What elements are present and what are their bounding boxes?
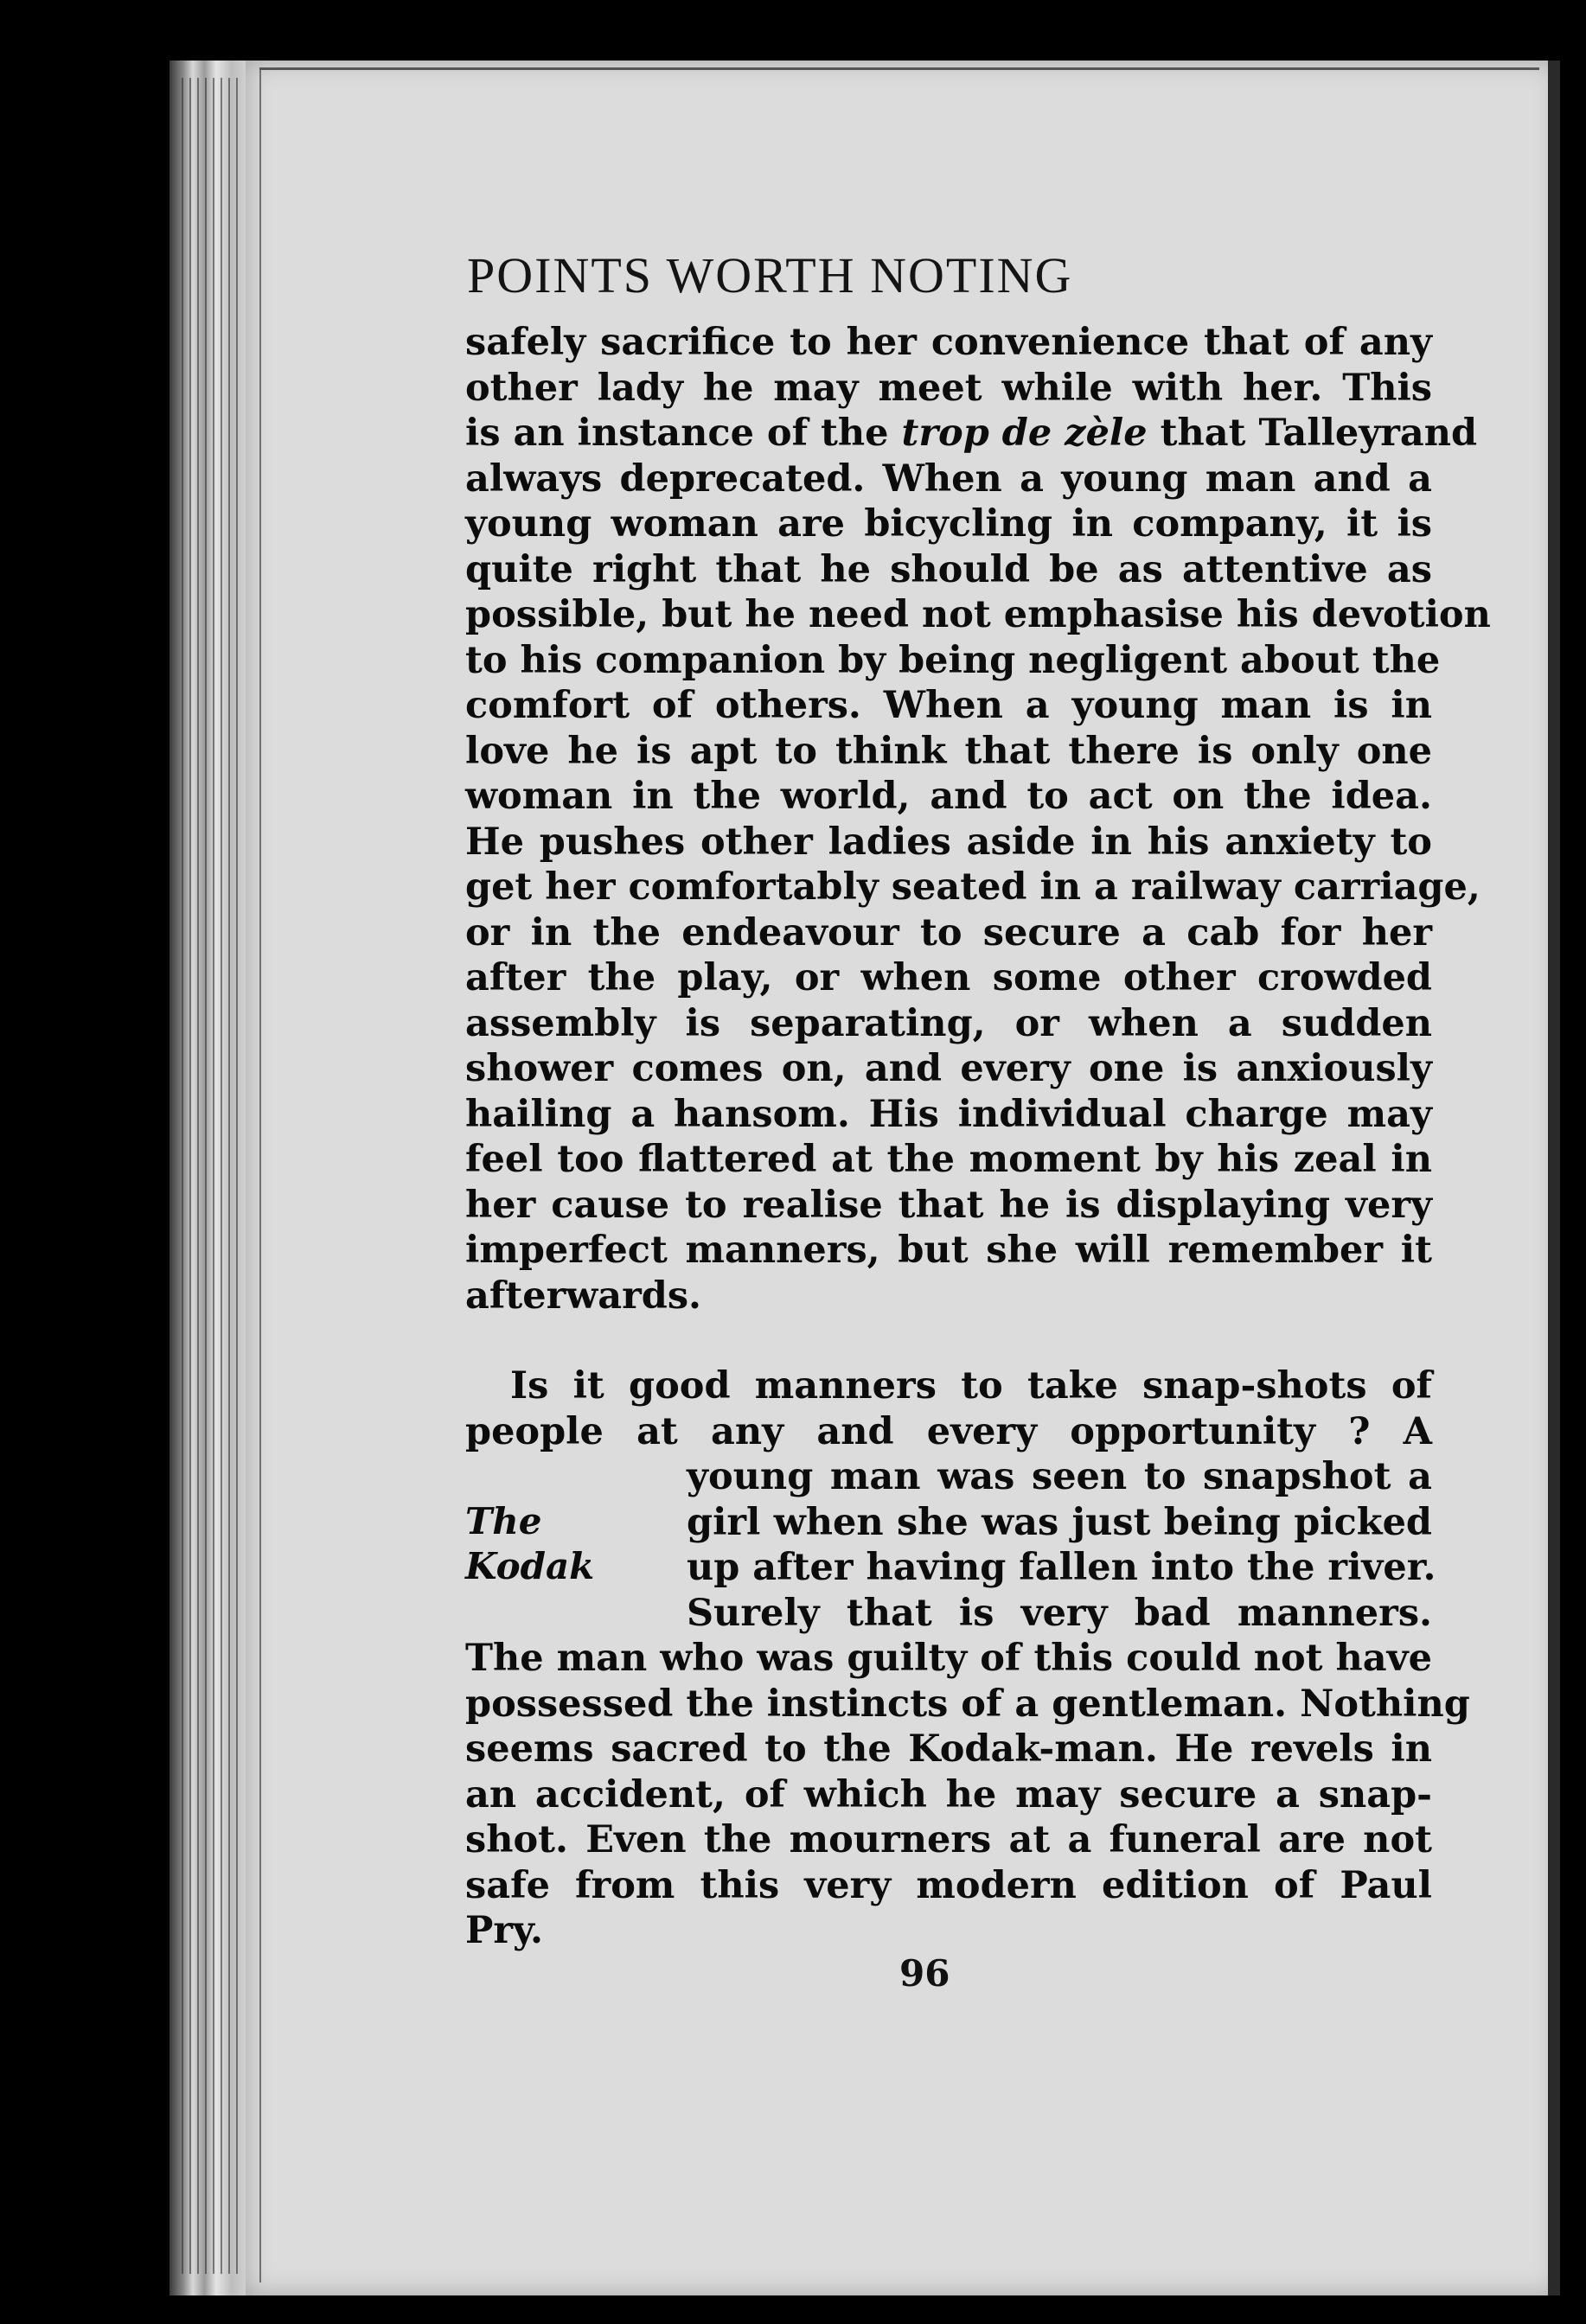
text-line: hailing a hansom. His individual charge may — [465, 1092, 1432, 1136]
text-line: feel too flattered at the moment by his zeal in — [465, 1138, 1432, 1181]
page-number: 96 — [899, 1952, 950, 1995]
text-line: assembly is separating, or when a sudden — [465, 1001, 1432, 1045]
text-line: girl when she was just being picked — [687, 1500, 1432, 1544]
text-line: safe from this very modern edition of Paul — [465, 1863, 1432, 1907]
text-segment: that Talleyrand — [1160, 412, 1478, 455]
page-edge-left — [259, 69, 261, 2282]
text-line: her cause to realise that he is displaying very — [465, 1183, 1432, 1227]
text-line: always deprecated. When a young man and a — [465, 456, 1432, 501]
text-line: people at any and every opportunity ? A — [465, 1409, 1432, 1453]
text-line: after the play, or when some other crowded — [465, 956, 1432, 999]
text-line: or in the endeavour to secure a cab for her — [465, 910, 1432, 954]
text-line: young woman are bicycling in company, it is — [465, 502, 1432, 546]
text-line: to his companion by being negligent about the — [465, 638, 1441, 682]
page-edge-top — [259, 67, 1539, 70]
text-line: an accident, of which he may secure a snap- — [465, 1772, 1432, 1816]
spine-texture — [182, 78, 242, 2274]
text-line: shower comes on, and every one is anxiously — [465, 1047, 1432, 1090]
italic-phrase: trop de zèle — [901, 412, 1148, 455]
text-line: imperfect manners, but she will remember it — [465, 1229, 1432, 1272]
text-line: The man who was guilty of this could not have — [465, 1637, 1432, 1680]
margin-note-line: The — [465, 1500, 542, 1542]
text-line: afterwards. — [465, 1274, 702, 1318]
text-line: comfort of others. When a young man is in — [465, 684, 1432, 727]
text-line: Is it good manners to take snap-shots of — [510, 1364, 1432, 1408]
running-head: POINTS WORTH NOTING — [467, 247, 1073, 303]
text-line: possible, but he need not emphasise his devotion — [465, 593, 1491, 636]
text-line: He pushes other ladies aside in his anxiety to — [465, 820, 1432, 864]
text-segment: is an instance of the — [465, 412, 889, 455]
text-line: up after having fallen into the river. — [687, 1546, 1436, 1589]
text-line: love he is apt to think that there is only one — [465, 729, 1432, 773]
text-line — [465, 411, 1478, 456]
text-line: woman in the world, and to act on the idea. — [465, 775, 1432, 818]
text-line: get her comfortably seated in a railway carriage, — [465, 865, 1480, 909]
margin-note-line: Kodak — [465, 1545, 595, 1587]
page-edge-right — [1548, 61, 1560, 2295]
text-line: shot. Even the mourners at a funeral are not — [465, 1818, 1432, 1861]
text-line: seems sacred to the Kodak-man. He revels in — [465, 1727, 1432, 1771]
paragraph-gap — [465, 1318, 1432, 1363]
text-line: Pry. — [465, 1909, 544, 1952]
text-line: safely sacrifice to her convenience that of any — [465, 321, 1432, 364]
body-text — [465, 320, 1491, 1954]
text-line: other lady he may meet while with her. This — [465, 366, 1432, 410]
text-line: possessed the instincts of a gentleman. Nothing — [465, 1682, 1470, 1726]
text-line: young man was seen to snapshot a — [687, 1455, 1432, 1498]
text-line: quite right that he should be as attentive as — [465, 547, 1432, 591]
text-line: Surely that is very bad manners. — [687, 1591, 1432, 1635]
